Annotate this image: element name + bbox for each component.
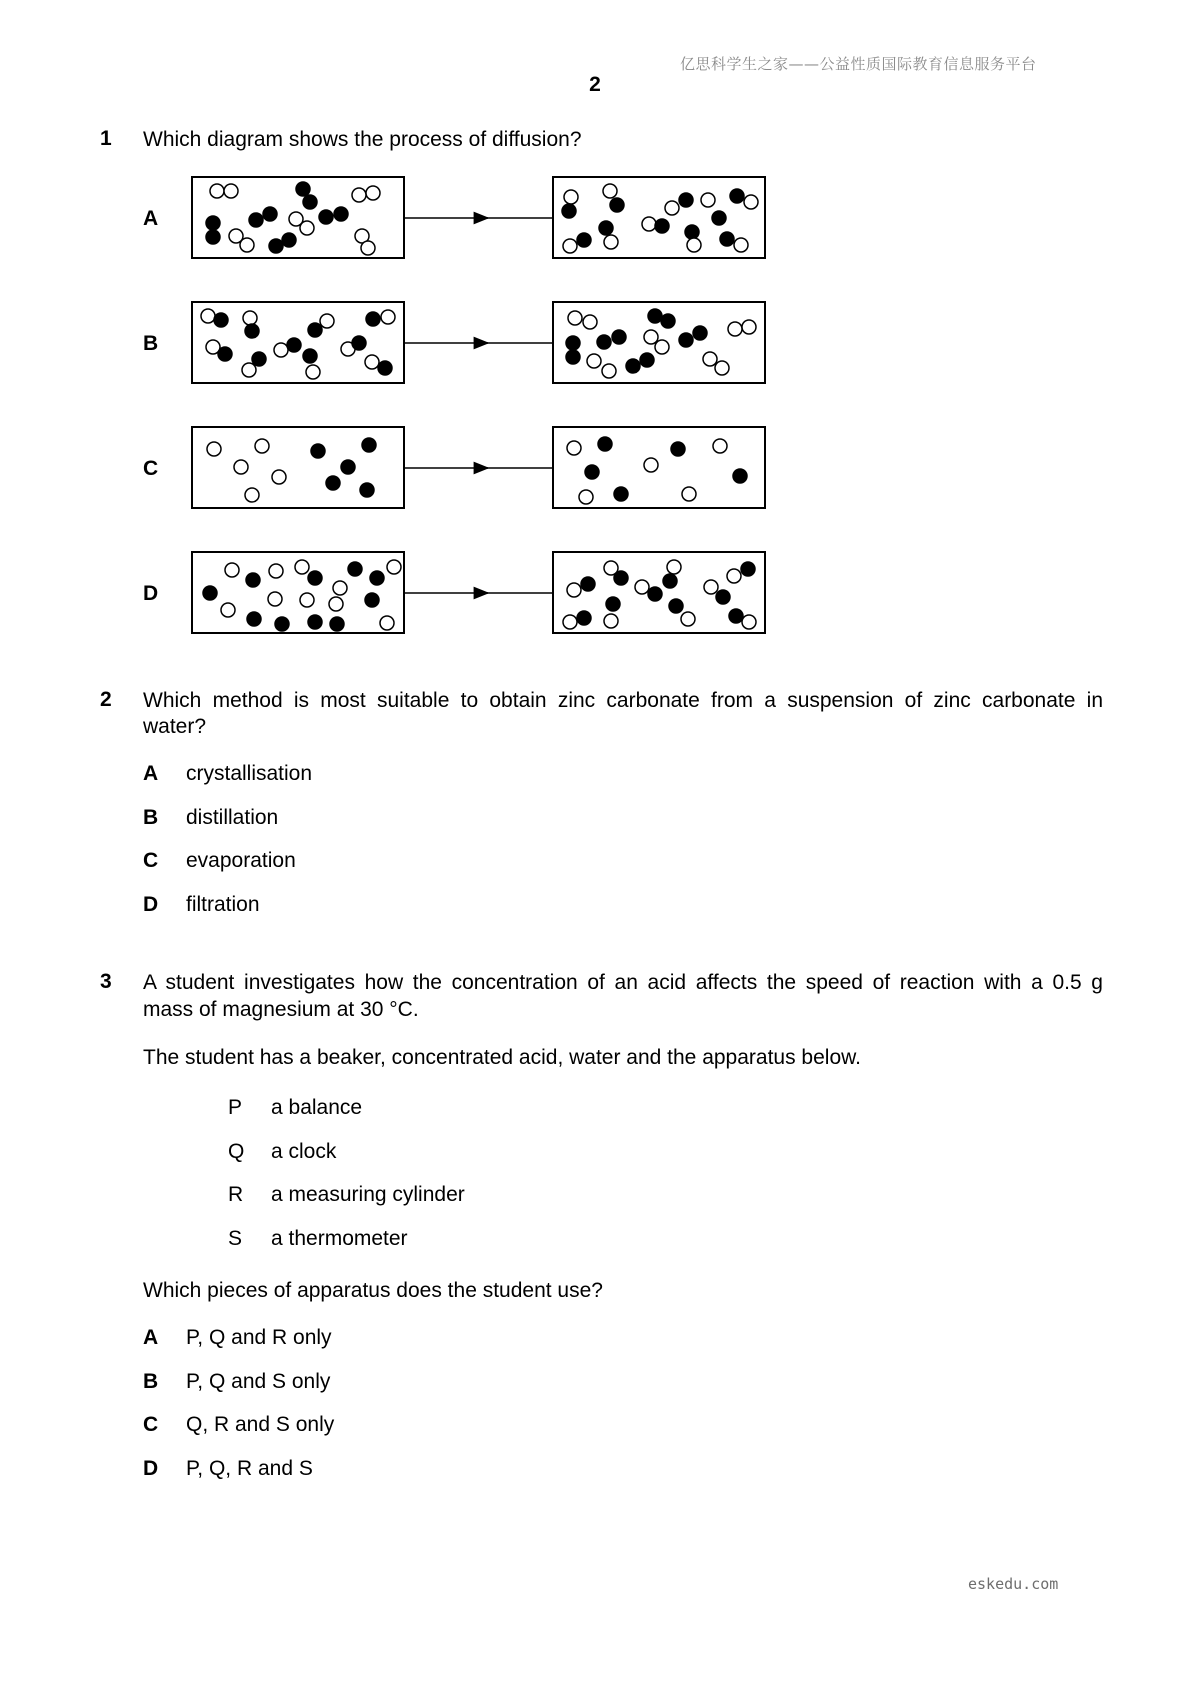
empty-particle-d-36	[563, 615, 577, 629]
empty-particle-b-13	[320, 314, 334, 328]
filled-particle-b-19	[378, 361, 392, 375]
empty-particle-c-1	[255, 439, 269, 453]
empty-particle-a-34	[744, 195, 758, 209]
diagram-label-b: B	[143, 332, 159, 355]
filled-particle-a-14	[282, 233, 296, 247]
q3-option-c-text: Q, R and S only	[186, 1413, 335, 1436]
apparatus-p-letter: P	[228, 1096, 243, 1119]
q2-option-c-letter: C	[143, 849, 159, 872]
empty-particle-d-34	[727, 569, 741, 583]
filled-particle-d-38	[729, 609, 743, 623]
filled-particle-c-18	[614, 487, 628, 501]
filled-particle-d-5	[348, 562, 362, 576]
filled-particle-b-25	[612, 330, 626, 344]
filled-particle-d-1	[246, 573, 260, 587]
filled-particle-c-12	[585, 465, 599, 479]
empty-particle-a-30	[665, 201, 679, 215]
filled-particle-d-23	[614, 571, 628, 585]
filled-particle-b-33	[661, 314, 675, 328]
filled-particle-b-12	[308, 323, 322, 337]
question-3-number: 3	[100, 970, 112, 993]
apparatus-q-letter: Q	[228, 1140, 245, 1163]
empty-particle-c-13	[644, 458, 658, 472]
filled-particle-d-24	[606, 597, 620, 611]
filled-particle-c-14	[671, 442, 685, 456]
empty-particle-d-39	[742, 615, 756, 629]
filled-particle-c-11	[598, 437, 612, 451]
filled-particle-b-5	[218, 347, 232, 361]
filled-particle-b-9	[287, 338, 301, 352]
q3-option-a-text: P, Q and R only	[186, 1326, 332, 1349]
empty-particle-b-6	[242, 363, 256, 377]
empty-particle-b-21	[583, 315, 597, 329]
empty-particle-d-19	[380, 616, 394, 630]
empty-particle-d-12	[300, 593, 314, 607]
empty-particle-b-30	[644, 330, 658, 344]
filled-particle-b-34	[679, 333, 693, 347]
filled-particle-b-28	[626, 359, 640, 373]
filled-particle-b-22	[566, 336, 580, 350]
diffusion-diagrams	[0, 0, 1190, 640]
filled-particle-a-29	[655, 219, 669, 233]
filled-particle-a-7	[206, 230, 220, 244]
empty-particle-c-10	[567, 441, 581, 455]
empty-particle-a-13	[300, 221, 314, 235]
apparatus-r-text: a measuring cylinder	[271, 1183, 465, 1206]
question-2-number: 2	[100, 688, 112, 711]
filled-particle-d-4	[308, 571, 322, 585]
empty-particle-d-13	[333, 581, 347, 595]
empty-particle-b-38	[728, 322, 742, 336]
filled-particle-b-32	[648, 309, 662, 323]
empty-particle-a-0	[210, 184, 224, 198]
filled-particle-a-23	[562, 204, 576, 218]
filled-particle-a-6	[206, 216, 220, 230]
filled-particle-c-8	[326, 476, 340, 490]
empty-particle-d-9	[221, 603, 235, 617]
filled-particle-d-37	[577, 611, 591, 625]
filled-particle-a-11	[263, 207, 277, 221]
empty-particle-b-20	[568, 311, 582, 325]
filled-particle-b-10	[303, 349, 317, 363]
empty-particle-d-31	[681, 612, 695, 626]
empty-particle-a-9	[240, 238, 254, 252]
filled-particle-d-15	[365, 593, 379, 607]
filled-particle-b-15	[352, 336, 366, 350]
empty-particle-d-20	[567, 583, 581, 597]
filled-particle-b-3	[245, 324, 259, 338]
filled-particle-b-29	[640, 353, 654, 367]
empty-particle-b-11	[306, 365, 320, 379]
filled-particle-b-35	[693, 326, 707, 340]
empty-particle-a-20	[564, 190, 578, 204]
empty-particle-a-32	[701, 193, 715, 207]
q3-option-a-letter: A	[143, 1326, 159, 1349]
filled-particle-a-17	[334, 207, 348, 221]
empty-particle-b-8	[274, 343, 288, 357]
empty-particle-a-4	[352, 188, 366, 202]
empty-particle-b-37	[715, 361, 729, 375]
empty-particle-a-22	[603, 184, 617, 198]
question-1-number: 1	[100, 127, 112, 150]
apparatus-s-text: a thermometer	[271, 1227, 408, 1250]
filled-particle-c-9	[360, 483, 374, 497]
empty-particle-a-19	[361, 241, 375, 255]
footer-site: eskedu.com	[968, 1575, 1059, 1593]
q3-option-d-text: P, Q, R and S	[186, 1457, 313, 1480]
q2-option-a-letter: A	[143, 762, 159, 785]
filled-particle-a-16	[319, 210, 333, 224]
filled-particle-d-21	[581, 577, 595, 591]
filled-particle-a-21	[610, 198, 624, 212]
empty-particle-b-36	[703, 352, 717, 366]
filled-particle-b-23	[566, 350, 580, 364]
q2-option-b-letter: B	[143, 806, 159, 829]
question-2-text-line2: water?	[143, 715, 207, 738]
filled-particle-d-35	[741, 562, 755, 576]
empty-particle-b-17	[381, 310, 395, 324]
filled-particle-a-10	[249, 213, 263, 227]
q2-option-d-letter: D	[143, 893, 159, 916]
empty-particle-c-3	[272, 470, 286, 484]
question-3-text-line2: mass of magnesium at 30 °C.	[143, 998, 419, 1021]
filled-particle-d-8	[203, 586, 217, 600]
filled-particle-a-31	[679, 193, 693, 207]
empty-particle-b-27	[602, 364, 616, 378]
diagram-label-d: D	[143, 582, 159, 605]
question-3-prompt: Which pieces of apparatus does the student use?	[143, 1279, 603, 1302]
empty-particle-d-25	[604, 614, 618, 628]
q2-option-b-text: distillation	[186, 806, 279, 829]
empty-particle-a-28	[642, 217, 656, 231]
apparatus-q-text: a clock	[271, 1140, 337, 1163]
filled-particle-a-36	[685, 225, 699, 239]
empty-particle-d-32	[704, 580, 718, 594]
empty-particle-d-11	[268, 592, 282, 606]
empty-particle-c-17	[579, 490, 593, 504]
filled-particle-c-5	[311, 444, 325, 458]
apparatus-s-letter: S	[228, 1227, 243, 1250]
q3-option-d-letter: D	[143, 1457, 159, 1480]
filled-particle-c-7	[341, 460, 355, 474]
q3-option-b-letter: B	[143, 1370, 159, 1393]
diagram-label-a: A	[143, 207, 159, 230]
filled-particle-a-24	[577, 233, 591, 247]
question-3-text-line1: A student investigates how the concentration of an acid affects the speed of reaction with a 0.5 g	[143, 971, 1103, 994]
empty-particle-c-2	[234, 460, 248, 474]
diagram-label-c: C	[143, 457, 159, 480]
empty-particle-a-27	[604, 235, 618, 249]
question-3-intro: The student has a beaker, concentrated acid, water and the apparatus below.	[143, 1046, 861, 1069]
empty-particle-d-0	[225, 563, 239, 577]
filled-particle-b-7	[252, 352, 266, 366]
q2-option-a-text: crystallisation	[186, 762, 313, 785]
empty-particle-d-3	[295, 560, 309, 574]
apparatus-r-letter: R	[228, 1183, 244, 1206]
empty-particle-b-0	[201, 309, 215, 323]
empty-particle-a-25	[563, 239, 577, 253]
empty-particle-a-5	[366, 186, 380, 200]
empty-particle-c-15	[713, 439, 727, 453]
filled-particle-a-33	[730, 189, 744, 203]
empty-particle-b-18	[365, 355, 379, 369]
empty-particle-b-26	[587, 354, 601, 368]
question-1-text: Which diagram shows the process of diffusion?	[143, 128, 582, 151]
q2-option-d-text: filtration	[186, 893, 260, 916]
empty-particle-d-7	[387, 560, 401, 574]
empty-particle-a-37	[687, 238, 701, 252]
filled-particle-b-16	[366, 312, 380, 326]
empty-particle-b-39	[742, 320, 756, 334]
empty-particle-d-26	[635, 580, 649, 594]
filled-particle-c-16	[733, 469, 747, 483]
filled-particle-d-6	[370, 571, 384, 585]
q3-option-c-letter: C	[143, 1413, 159, 1436]
filled-particle-d-16	[275, 617, 289, 631]
filled-particle-a-15	[269, 239, 283, 253]
filled-particle-d-33	[716, 590, 730, 604]
empty-particle-d-28	[667, 560, 681, 574]
filled-particle-d-17	[308, 615, 322, 629]
filled-particle-b-24	[597, 335, 611, 349]
empty-particle-b-2	[243, 311, 257, 325]
empty-particle-d-2	[269, 564, 283, 578]
q2-option-c-text: evaporation	[186, 849, 296, 872]
filled-particle-d-29	[663, 574, 677, 588]
question-2-text-line1: Which method is most suitable to obtain zinc carbonate from a suspension of zinc carbonate in	[143, 689, 1103, 712]
q3-option-b-text: P, Q and S only	[186, 1370, 331, 1393]
empty-particle-d-14	[329, 597, 343, 611]
apparatus-p-text: a balance	[271, 1096, 363, 1119]
filled-particle-a-38	[720, 232, 734, 246]
filled-particle-d-18	[330, 617, 344, 631]
filled-particle-d-30	[669, 599, 683, 613]
filled-particle-a-2	[296, 182, 310, 196]
filled-particle-a-35	[712, 211, 726, 225]
filled-particle-a-26	[599, 221, 613, 235]
page-number: 2	[589, 73, 601, 96]
empty-particle-c-19	[682, 487, 696, 501]
empty-particle-b-31	[655, 340, 669, 354]
filled-particle-b-1	[214, 313, 228, 327]
watermark: 亿思科学生之家——公益性质国际教育信息服务平台	[680, 55, 1037, 73]
empty-particle-a-1	[224, 184, 238, 198]
empty-particle-a-39	[734, 238, 748, 252]
empty-particle-c-0	[207, 442, 221, 456]
filled-particle-d-27	[648, 587, 662, 601]
filled-particle-d-10	[247, 612, 261, 626]
empty-particle-c-4	[245, 488, 259, 502]
filled-particle-c-6	[362, 438, 376, 452]
filled-particle-a-3	[303, 195, 317, 209]
